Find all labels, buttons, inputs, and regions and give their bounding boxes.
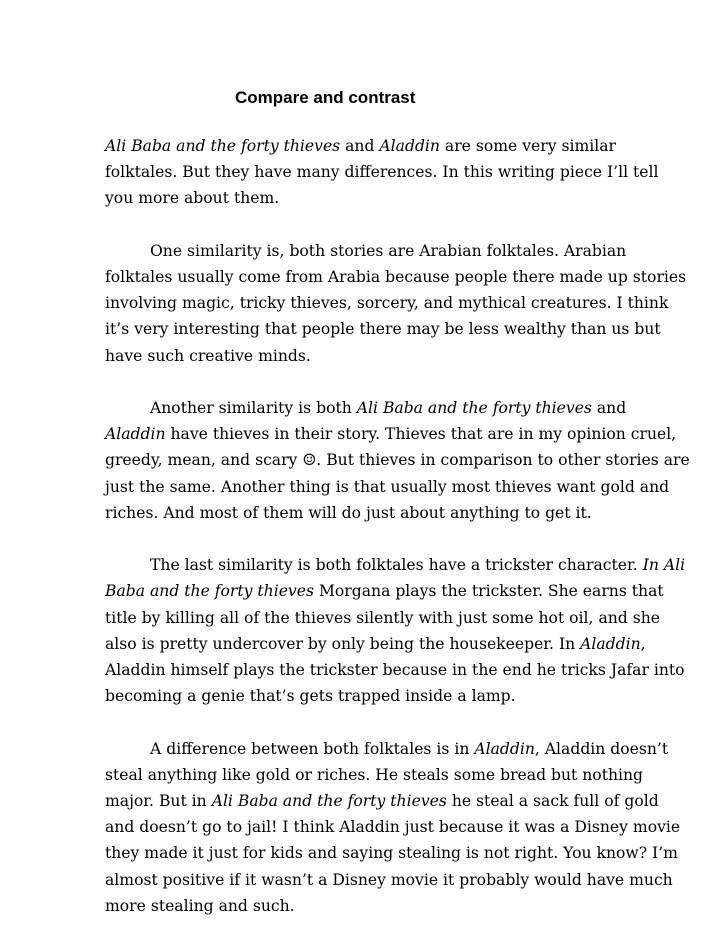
document-title: Compare and contrast xyxy=(235,88,416,107)
text-line xyxy=(105,316,661,342)
text-segment: more stealing and such. xyxy=(105,896,295,915)
text-segment: folktales usually come from Arabia because people there made up stories xyxy=(105,268,687,286)
text-line xyxy=(105,605,661,631)
text-segment: just the same. Another thing is that usually most thieves want gold and xyxy=(105,477,670,496)
text-line xyxy=(105,578,664,604)
paragraph xyxy=(105,133,659,212)
text-segment: One similarity is, both stories are Arabian folktales. Arabian xyxy=(150,241,627,260)
text-segment: almost positive if it wasn’t a Disney movie it probably would have much xyxy=(105,870,673,889)
text-line xyxy=(105,159,659,185)
text-segment: , Aladdin doesn’t xyxy=(534,739,669,758)
text-segment: The last similarity is both folktales have a trickster character. xyxy=(150,556,643,575)
text-line xyxy=(105,395,625,421)
paragraph xyxy=(105,395,690,526)
text-segment: have such creative minds. xyxy=(105,346,311,365)
text-segment: also is pretty undercover by only being the housekeeper. In xyxy=(105,634,581,653)
text-segment: becoming a genie that’s gets trapped inside a lamp. xyxy=(105,687,516,706)
text-segment: riches. And most of them will do just about anything to get it. xyxy=(105,503,592,522)
text-line xyxy=(105,185,625,211)
text-segment: title by killing all of the thieves silently with just some hot oil, and she xyxy=(105,608,661,627)
text-line xyxy=(105,762,644,788)
text-segment: involving magic, tricky thieves, sorcery, and mythical creatures. I think xyxy=(105,294,669,313)
text-line xyxy=(105,867,673,893)
text-segment: they made it just for kids and saying stealing is not right. You know? I’m xyxy=(105,844,678,863)
text-segment: A difference between both folktales is in xyxy=(150,739,475,758)
text-line xyxy=(105,631,646,657)
text-segment: major. But in xyxy=(105,792,212,811)
text-segment: Morgana plays the trickster. She earns that xyxy=(313,582,664,601)
text-line xyxy=(105,736,669,762)
text-segment: Aladdin himself plays the trickster because in the end he tricks Jafar into xyxy=(105,661,685,680)
italic-title-text: Aladdin xyxy=(379,137,440,155)
italic-title-text: In Ali xyxy=(642,556,686,575)
text-segment: Another similarity is both xyxy=(150,399,357,417)
paragraph xyxy=(105,238,687,369)
text-line xyxy=(105,893,625,919)
text-line xyxy=(105,657,685,683)
text-segment: folktales. But they have many differences. In this writing piece I’ll tell xyxy=(105,163,659,182)
text-segment: , xyxy=(640,634,646,653)
text-segment: and xyxy=(340,137,380,155)
text-line xyxy=(105,133,625,159)
document-body xyxy=(105,133,690,945)
text-line xyxy=(105,552,686,578)
text-line xyxy=(105,290,669,316)
text-line xyxy=(105,474,670,500)
italic-title-text: Ali Baba and the forty thieves xyxy=(211,792,447,811)
text-segment: have thieves in their story. Thieves that are in my opinion cruel, xyxy=(165,425,677,444)
text-line xyxy=(105,683,625,709)
italic-title-text: Ali Baba and the forty thieves xyxy=(105,137,341,155)
italic-title-text: Aladdin xyxy=(474,739,535,758)
paragraph xyxy=(105,736,681,919)
text-line xyxy=(105,447,690,473)
text-segment: he steal a sack full of gold xyxy=(446,792,659,811)
text-segment: it’s very interesting that people there may be less wealthy than us but xyxy=(105,320,661,339)
paragraph xyxy=(105,552,686,709)
text-segment: you more about them. xyxy=(105,189,280,208)
text-line xyxy=(105,421,677,447)
text-line xyxy=(105,343,625,369)
text-segment: and xyxy=(591,399,627,417)
text-line xyxy=(105,500,625,526)
text-segment: steal anything like gold or riches. He steals some bread but nothing xyxy=(105,765,644,784)
text-line xyxy=(105,238,625,264)
text-segment: and doesn’t go to jail! I think Aladdin just because it was a Disney movie xyxy=(105,818,681,837)
italic-title-text: Ali Baba and the forty thieves xyxy=(356,399,592,417)
italic-title-text: Aladdin xyxy=(105,425,166,444)
text-line xyxy=(105,264,687,290)
text-segment: greedy, mean, and scary ☺. But thieves in comparison to other stories are xyxy=(105,451,690,470)
text-line xyxy=(105,840,678,866)
text-line xyxy=(105,788,659,814)
italic-title-text: Aladdin xyxy=(580,634,641,653)
text-segment: are some very similar xyxy=(439,137,616,155)
italic-title-text: Baba and the forty thieves xyxy=(105,582,314,601)
text-line xyxy=(105,814,681,840)
